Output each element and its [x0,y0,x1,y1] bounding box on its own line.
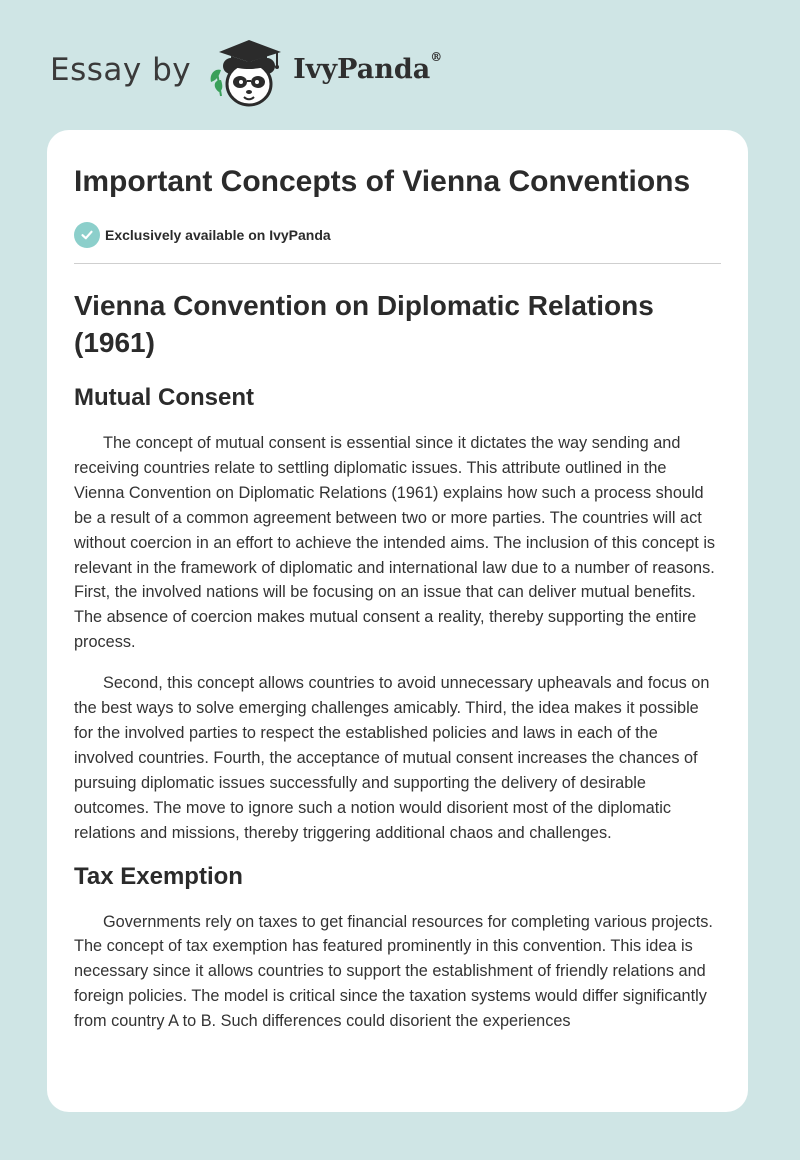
registered-mark: ® [430,49,443,64]
subsection-heading-mutual-consent: Mutual Consent [74,384,254,411]
site-header [50,30,442,116]
essay-by-label: Essay by [50,52,192,88]
paragraph: Governments rely on taxes to get financial resources for completing various projects. The concept of tax exemption has featured prominently in this convention. This idea is necessary since it allows countries to support the establishment of friendly relations and foreign policies. The model is critical since the taxation systems would differ significantly from country A to B. Such differences could disorient the experiences [74,912,713,1031]
document-title: Important Concepts of Vienna Conventions [74,165,691,198]
title-divider [74,263,721,264]
essay-card [47,130,748,1112]
badge-label: Exclusively available on IvyPanda [105,227,331,243]
panda-logo-icon[interactable] [205,30,291,116]
check-icon [74,222,100,248]
brand-text: IvyPanda [293,53,431,85]
paragraph: The concept of mutual consent is essential since it dictates the way sending and receiving countries relate to settling diplomatic issues. This attribute outlined in the Vienna Convention on Diplomatic Relations (1961) explains how such a process should be a result of a common agreement between two or more parties. The countries will act without coercion in an effort to achieve the intended aims. The inclusion of this concept is relevant in the framework of diplomatic and international law due to a number of reasons. First, the involved nations will be focusing on an issue that can deliver mutual benefits. The absence of coercion makes mutual consent a reality, thereby supporting the entire process. [74,434,716,652]
exclusive-badge [74,222,721,248]
subsection-heading-tax-exemption: Tax Exemption [74,862,243,890]
brand-name[interactable] [293,49,443,85]
section-heading: Vienna Convention on Diplomatic Relations (1961) [74,290,654,358]
paragraph: Second, this concept allows countries to avoid unnecessary upheavals and focus on the best ways to solve emerging challenges amicably. Third, the idea makes it possible for the involved parties to respect the established policies and laws in each of the involved countries. Fourth, the acceptance of mutual consent increases the chances of pursuing diplomatic issues successfully and supporting the delivery of desirable outcomes. The move to ignore such a notion would disorient most of the diplomatic relations and missions, thereby triggering additional chaos and challenges. [74,674,710,842]
